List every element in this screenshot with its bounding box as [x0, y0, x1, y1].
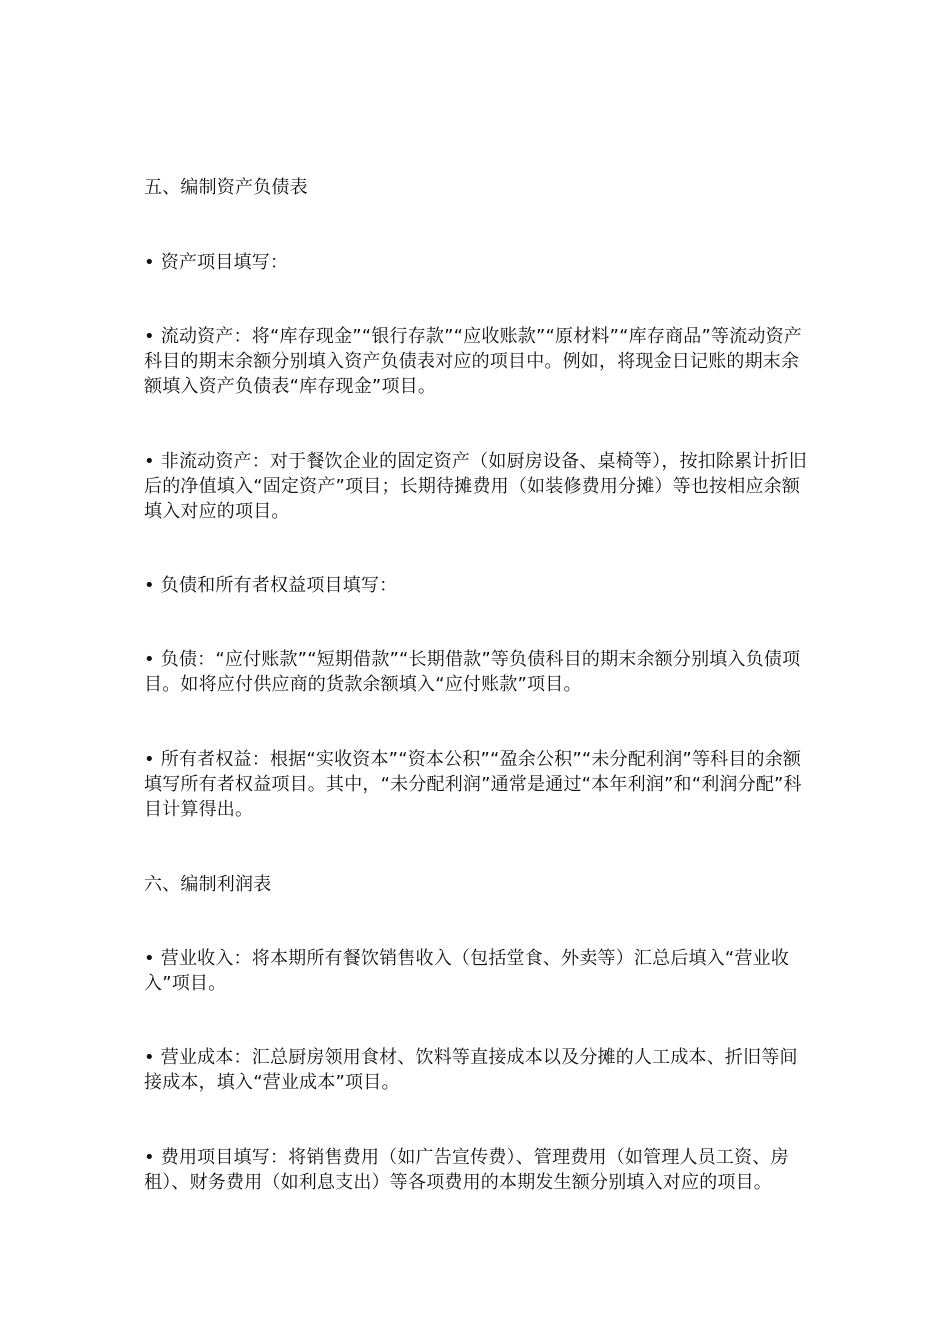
bullet-operating-revenue: • 营业收入：将本期所有餐饮销售收入（包括堂食、外卖等）汇总后填入“营业收入”项目。: [144, 948, 790, 994]
bullet-current-assets: • 流动资产：将“库存现金”“银行存款”“应收账款”“原材料”“库存商品”等流动资产科目的期末余额分别填入资产负债表对应的项目中。例如，将现金日记账的期末余额填入资产负债表“库存现金”项目。: [144, 326, 802, 397]
bullet-owners-equity: • 所有者权益：根据“实收资本”“资本公积”“盈余公积”“未分配利润”等科目的余额填写所有者权益项目。其中，“未分配利润”通常是通过“本年利润”和“利润分配”科目计算得出。: [144, 749, 802, 820]
bullet-expense-items: • 费用项目填写：将销售费用（如广告宣传费）、管理费用（如管理人员工资、房租）、财务费用（如利息支出）等各项费用的本期发生额分别填入对应的项目。: [144, 1147, 789, 1193]
bullet-asset-items: • 资产项目填写：: [144, 252, 289, 273]
bullet-liabilities: • 负债：“应付账款”“短期借款”“长期借款”等负债科目的期末余额分别填入负债项目。如将应付供应商的货款余额填入“应付账款”项目。: [144, 649, 801, 695]
bullet-non-current-assets: • 非流动资产：对于餐饮企业的固定资产（如厨房设备、桌椅等），按扣除累计折旧后的净值填入“固定资产”项目；长期待摊费用（如装修费用分摊）等也按相应余额填入对应的项目。: [144, 451, 807, 522]
bullet-operating-cost: • 营业成本：汇总厨房领用食材、饮料等直接成本以及分摊的人工成本、折旧等间接成本，填入“营业成本”项目。: [144, 1047, 798, 1093]
bullet-liabilities-equity-items: • 负债和所有者权益项目填写：: [144, 575, 398, 596]
section-heading-balance-sheet: 五、编制资产负债表: [144, 177, 308, 198]
section-heading-income-statement: 六、编制利润表: [144, 874, 272, 895]
